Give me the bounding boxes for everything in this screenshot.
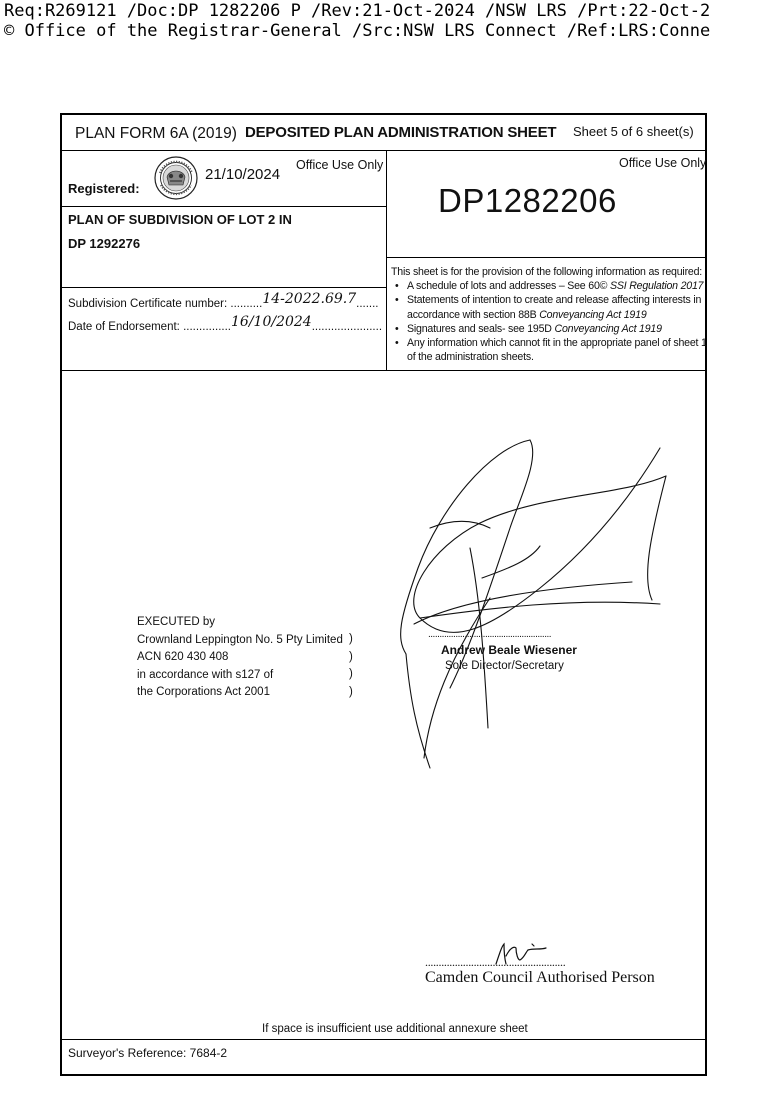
dotted-leader: ......................: [311, 321, 383, 333]
plan-title-line-1: PLAN OF SUBDIVISION OF LOT 2 IN: [68, 212, 292, 227]
requirements-intro: This sheet is for the provision of the following information as required:: [391, 266, 703, 278]
requirement-item: • A schedule of lots and addresses – See 60© SSI Regulation 2017: [391, 279, 709, 293]
signatory-name: Andrew Beale Wiesener: [441, 643, 577, 657]
form-title: DEPOSITED PLAN ADMINISTRATION SHEET: [245, 124, 557, 141]
title-row-divider: [61, 150, 706, 151]
plan-title-line-2: DP 1292276: [68, 236, 141, 251]
execution-brackets: ) ) ) ): [349, 633, 353, 698]
signatory-role: Sole Director/Secretary: [445, 660, 564, 672]
subdivision-certificate-label: Subdivision Certificate number:: [68, 298, 228, 310]
form-name: PLAN FORM 6A (2019): [75, 125, 237, 142]
dotted-leader: .......: [356, 298, 379, 310]
director-signature-dots: ......................................................: [428, 629, 552, 640]
requirement-item: • Signatures and seals- see 195D Conveyancing Act 1919: [391, 322, 709, 336]
annexure-note: If space is insufficient use additional annexure sheet: [262, 1023, 528, 1035]
director-signature-icon: [370, 428, 690, 778]
registrar-general-seal-icon: [153, 155, 199, 201]
office-use-label-right: Office Use Only: [619, 156, 707, 170]
endorsement-date: 16/10/2024: [231, 314, 312, 330]
header-panel-bottom: [61, 370, 706, 371]
dotted-leader: ...............: [183, 321, 232, 333]
requirement-item: • Statements of intention to create and release affecting interests in accordance with section 88B Conveyancing Act 1919: [391, 293, 709, 321]
office-use-label-left: Office Use Only: [296, 158, 384, 172]
endorsement-date-field: [68, 314, 383, 334]
requirements-list: [391, 265, 709, 364]
council-signature-dots: ....................................................: [425, 955, 566, 969]
plan-title-divider: [61, 287, 386, 288]
council-authorised-person-label: Camden Council Authorised Person: [425, 969, 655, 986]
execution-line: EXECUTED by: [137, 616, 215, 628]
endorsement-date-label: Date of Endorsement:: [68, 321, 180, 333]
sheet-info: Sheet 5 of 6 sheet(s): [573, 124, 694, 139]
dp-number: DP1282206: [438, 182, 617, 219]
execution-line: the Corporations Act 2001: [137, 686, 270, 698]
panel-divider: [386, 150, 387, 371]
registered-row-divider: [61, 206, 386, 207]
execution-line: Crownland Leppington No. 5 Pty Limited: [137, 633, 343, 646]
copyright-header-line: © Office of the Registrar-General /Src:NSW LRS Connect /Ref:LRS:Conne: [4, 21, 711, 41]
subdivision-certificate-number: 14-2022.69.7: [262, 291, 357, 307]
subdivision-certificate-field: [68, 291, 379, 311]
execution-line: ACN 620 430 408: [137, 651, 229, 663]
execution-clause: [137, 614, 343, 702]
dp-number-divider: [386, 257, 706, 258]
registered-date: 21/10/2024: [205, 166, 281, 183]
request-header-line: Req:R269121 /Doc:DP 1282206 P /Rev:21-Oct-2024 /NSW LRS /Prt:22-Oct-2: [4, 1, 711, 21]
requirement-item: • Any information which cannot fit in the appropriate panel of sheet 1 of the administration sheets.: [391, 336, 709, 364]
footer-divider: [61, 1039, 706, 1040]
surveyor-reference: Surveyor's Reference: 7684-2: [68, 1046, 228, 1060]
registered-label: Registered:: [68, 181, 140, 196]
execution-line: in accordance with s127 of: [137, 668, 274, 681]
dotted-leader: ..........: [230, 298, 263, 310]
